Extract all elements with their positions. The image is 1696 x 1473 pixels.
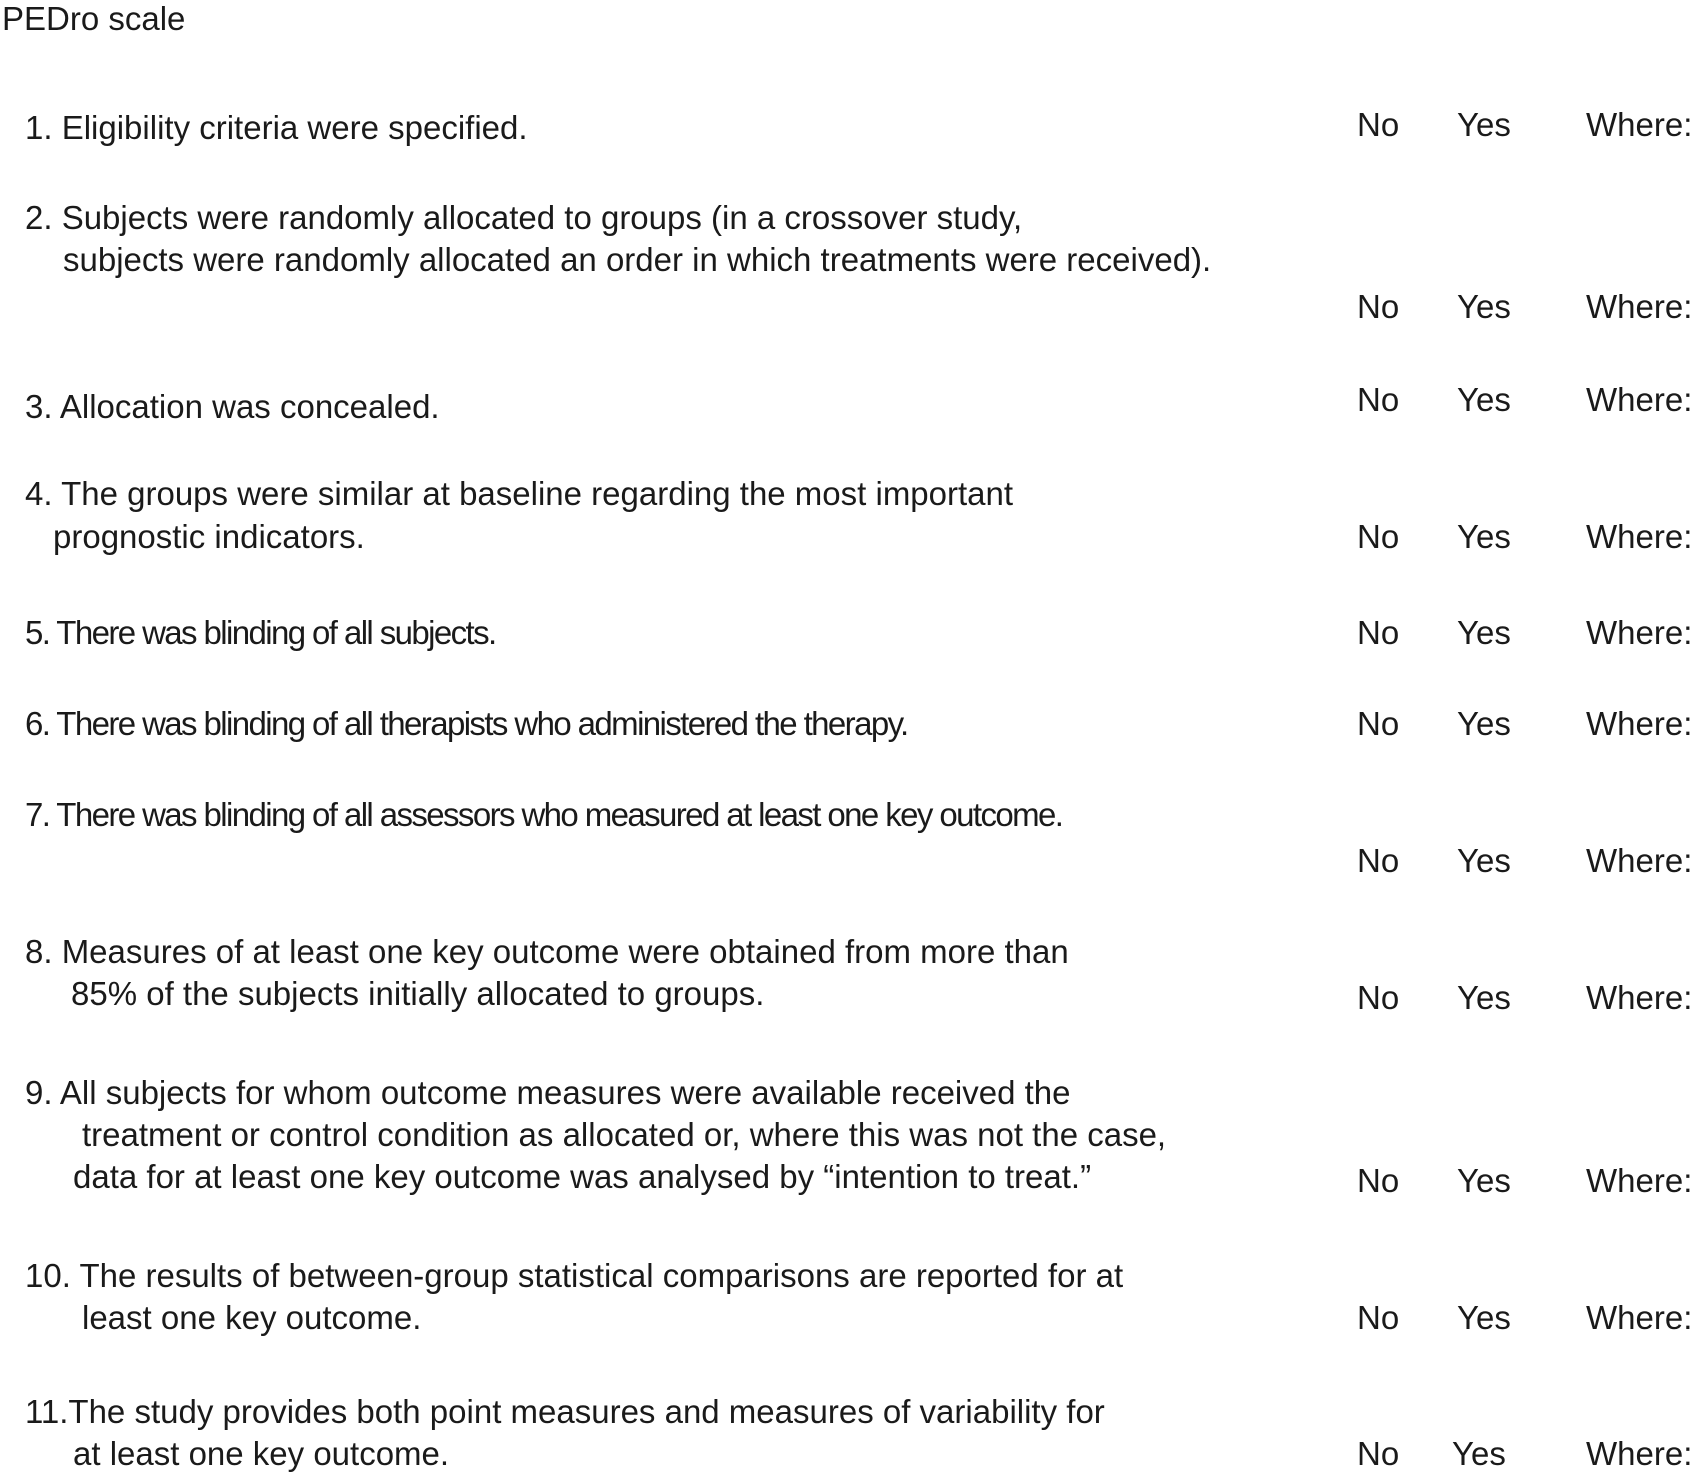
item-10-line-2: least one key outcome. [82, 1299, 422, 1336]
item-4-line-1: 4. The groups were similar at baseline regarding the most important [25, 475, 1014, 512]
item-6-line-1: 6. There was blinding of all therapists who administered the therapy. [25, 705, 908, 742]
item-9-yes: Yes [1457, 1162, 1511, 1199]
item-8-yes: Yes [1457, 979, 1511, 1016]
item-3-line-1: 3. Allocation was concealed. [25, 388, 440, 425]
item-4-where: Where: [1586, 518, 1693, 555]
item-1-no: No [1357, 106, 1400, 143]
item-10-no: No [1357, 1299, 1400, 1336]
item-6-yes: Yes [1457, 705, 1511, 742]
item-8-no: No [1357, 979, 1400, 1016]
item-2-where: Where: [1586, 288, 1693, 325]
item-5-no: No [1357, 614, 1400, 651]
item-3-no: No [1357, 381, 1400, 418]
item-9-line-3: data for at least one key outcome was analysed by “intention to treat.” [73, 1158, 1092, 1195]
item-10-line-1: 10. The results of between-group statistical comparisons are reported for at [25, 1257, 1124, 1294]
item-6-where: Where: [1586, 705, 1693, 742]
item-6-no: No [1357, 705, 1400, 742]
item-4-yes: Yes [1457, 518, 1511, 555]
item-2-line-2: subjects were randomly allocated an order in which treatments were received). [63, 241, 1212, 278]
item-11-line-2: at least one key outcome. [73, 1435, 450, 1472]
item-9-no: No [1357, 1162, 1400, 1199]
item-7-line-1: 7. There was blinding of all assessors who measured at least one key outcome. [25, 796, 1063, 833]
item-7-yes: Yes [1457, 842, 1511, 879]
item-8-line-1: 8. Measures of at least one key outcome were obtained from more than [25, 933, 1069, 970]
item-2-line-1: 2. Subjects were randomly allocated to groups (in a crossover study, [25, 199, 1023, 236]
item-10-yes: Yes [1457, 1299, 1511, 1336]
item-9-where: Where: [1586, 1162, 1693, 1199]
item-7-where: Where: [1586, 842, 1693, 879]
item-5-where: Where: [1586, 614, 1693, 651]
item-2-yes: Yes [1457, 288, 1511, 325]
item-7-no: No [1357, 842, 1400, 879]
item-2-no: No [1357, 288, 1400, 325]
item-1-where: Where: [1586, 106, 1693, 143]
item-8-where: Where: [1586, 979, 1693, 1016]
item-11-yes: Yes [1452, 1435, 1506, 1472]
item-11-where: Where: [1586, 1435, 1693, 1472]
item-9-line-1: 9. All subjects for whom outcome measures were available received the [25, 1074, 1071, 1111]
item-10-where: Where: [1586, 1299, 1693, 1336]
item-5-yes: Yes [1457, 614, 1511, 651]
item-4-no: No [1357, 518, 1400, 555]
item-11-no: No [1357, 1435, 1400, 1472]
item-1-yes: Yes [1457, 106, 1511, 143]
item-1-line-1: 1. Eligibility criteria were specified. [25, 109, 528, 146]
item-3-where: Where: [1586, 381, 1693, 418]
item-5-line-1: 5. There was blinding of all subjects. [25, 614, 496, 651]
item-4-line-2: prognostic indicators. [53, 518, 365, 555]
item-3-yes: Yes [1457, 381, 1511, 418]
item-9-line-2: treatment or control condition as allocated or, where this was not the case, [82, 1116, 1167, 1153]
item-8-line-2: 85% of the subjects initially allocated to groups. [71, 975, 765, 1012]
item-11-line-1: 11.The study provides both point measures and measures of variability for [25, 1393, 1105, 1430]
page-title: PEDro scale [2, 0, 186, 37]
